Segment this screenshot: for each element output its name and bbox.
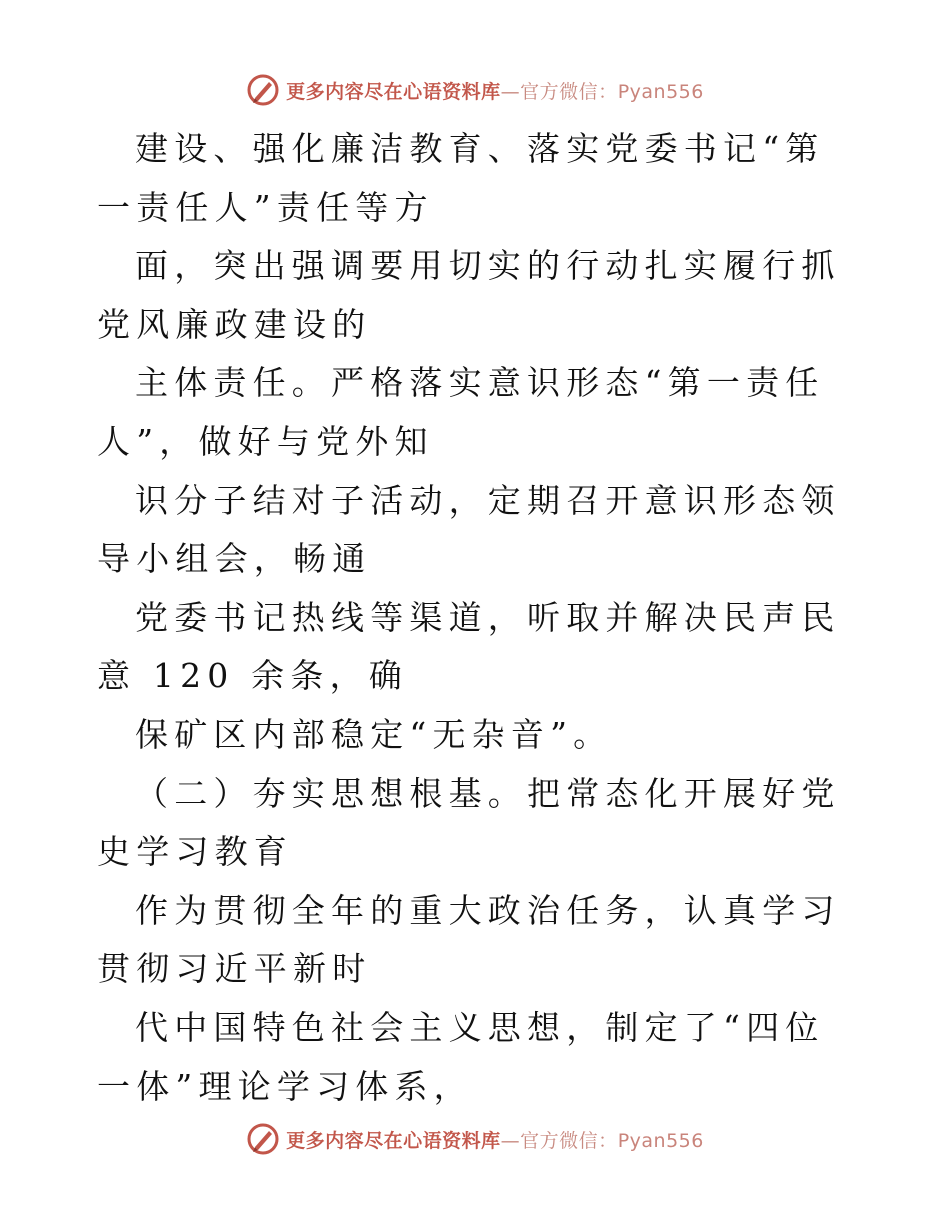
pen-logo-icon	[246, 1122, 280, 1156]
body-line-2: 面，突出强调要用切实的行动扎实履行抓党风廉政建设的	[97, 246, 841, 344]
body-line-9: 代中国特色社会主义思想，制定了“四位一体”理论学习体系，	[97, 1007, 825, 1106]
watermark-prefix: 更多内容尽在心语资料库	[286, 1129, 501, 1152]
watermark-prefix: 更多内容尽在心语资料库	[286, 80, 501, 103]
watermark-dash: —	[500, 1129, 521, 1152]
document-body	[97, 120, 857, 1116]
watermark-text	[286, 1126, 704, 1153]
body-line-7: （二）夯实思想根基。把常态化开展好党史学习教育	[97, 773, 841, 872]
watermark-dash: —	[500, 80, 521, 103]
body-line-4: 识分子结对子活动，定期召开意识形态领导小组会，畅通	[97, 480, 841, 579]
footer-watermark	[0, 1119, 950, 1159]
watermark-label: 官方微信：	[520, 1129, 618, 1152]
pen-logo-icon	[246, 73, 280, 107]
header-watermark	[0, 70, 950, 110]
body-line-6: 保矿区内部稳定“无杂音”。	[135, 714, 613, 754]
watermark-text	[286, 77, 704, 104]
body-line-8: 作为贯彻全年的重大政治任务，认真学习贯彻习近平新时	[97, 890, 841, 989]
watermark-id: Pyan556	[617, 1129, 704, 1152]
body-line-3: 主体责任。严格落实意识形态“第一责任人”，做好与党外知	[97, 363, 825, 461]
watermark-label: 官方微信：	[520, 80, 618, 103]
body-line-1: 建设、强化廉洁教育、落实党委书记“第一责任人”责任等方	[97, 129, 825, 227]
watermark-id: Pyan556	[617, 80, 704, 103]
body-line-5: 党委书记热线等渠道，听取并解决民声民意 120 余条，确	[97, 597, 841, 696]
